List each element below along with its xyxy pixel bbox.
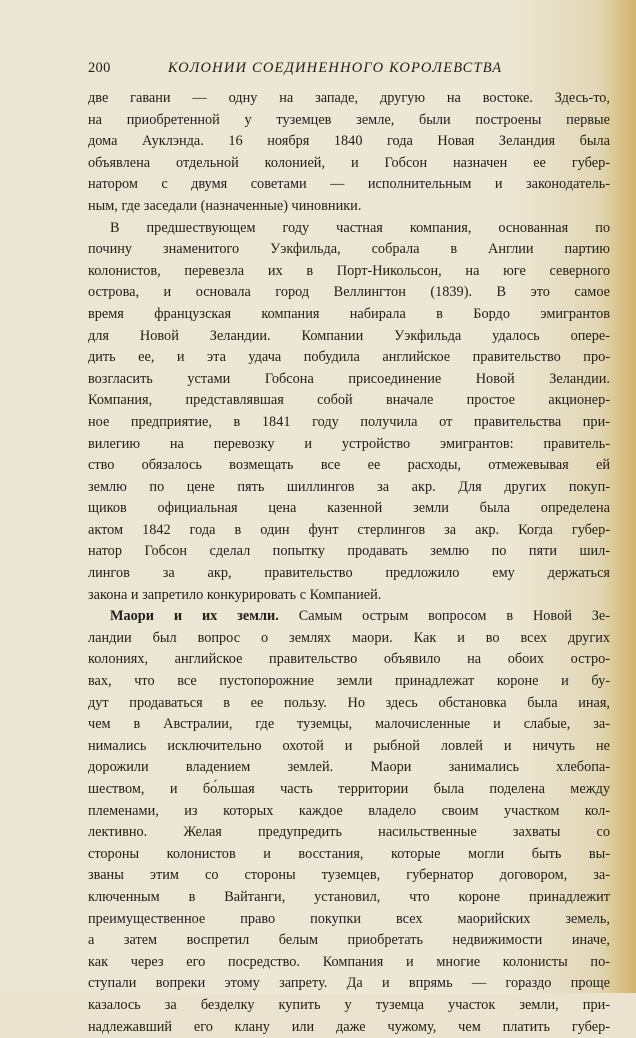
body-text xyxy=(88,88,610,1038)
text-line: нимались исключительно охотой и рыбной ловлей и ничуть не xyxy=(88,737,610,754)
text-line: дома Ауклэнда. 16 ноября 1840 года Новая Зеландия была xyxy=(88,133,610,150)
text-line: ключенным в Вайтанги, установил, что короне принадлежит xyxy=(88,888,610,905)
text-line: для Новой Зеландии. Компании Уэкфильда удалось опере- xyxy=(88,327,610,344)
text-line: дорожили владением землей. Маори занимались хлебопа- xyxy=(88,759,610,776)
text-line: вилегию на перевозку и устройство эмигрантов: правитель- xyxy=(88,435,610,452)
text-line: возгласить устами Гобсона присоединение Новой Зеландии. xyxy=(88,370,610,387)
text-line: дут продаваться в ее пользу. Но здесь обстановка была иная, xyxy=(88,694,610,711)
text-line: две гавани — одну на западе, другую на востоке. Здесь-то, xyxy=(88,90,610,106)
text-line: надлежавший его клану или даже чужому, чем платить губер- xyxy=(88,1018,610,1035)
text-line: ное предприятие, в 1841 году получила от правительства при- xyxy=(88,413,610,430)
section-heading: Маори и их земли. xyxy=(110,608,279,625)
text-line: стороны колонистов и восстания, которые могли быть вы- xyxy=(88,845,610,862)
text-line: колониях, английское правительство объявило на обоих остро- xyxy=(88,651,610,668)
text-line: ство обязалось возмещать все ее расходы, отмежевывая ей xyxy=(88,457,610,474)
text-line: Компания, представлявшая собой вначале простое акционер- xyxy=(88,392,610,409)
text-line: шеством, и бо́льшая часть территории была поделена между xyxy=(88,781,610,797)
text-line: званы этим со стороны туземцев, губернатор договором, за- xyxy=(88,867,610,884)
text-line: землю по цене пять шиллингов за акр. Для других покуп- xyxy=(88,478,610,495)
text-line: В предшествующем году частная компания, основанная по xyxy=(110,219,610,236)
paragraph xyxy=(88,218,610,607)
text-line: дить ее, и эта удача побудила английское правительство про- xyxy=(88,349,610,366)
text-line: преимущественное право покупки всех маорийских земель, xyxy=(88,910,610,927)
text-line: казалось за безделку купить у туземца участок земли, при- xyxy=(88,996,610,1013)
text-line: натором с двумя советами — исполнительным и законодатель- xyxy=(88,176,610,193)
text-line: объявлена отдельной колонией, и Гобсон назначен ее губер- xyxy=(88,154,610,171)
text-line: на приобретенной у туземцев земле, были построены первые xyxy=(88,111,610,128)
text-line: время французская компания набирала в Бордо эмигрантов xyxy=(88,305,610,322)
text-line: ступали вопреки этому запрету. Да и впрямь — гораздо проще xyxy=(88,975,610,992)
text-line: племенами, из которых каждое владело своим участком кол- xyxy=(88,802,610,819)
text-line xyxy=(88,606,610,628)
text-line: лингов за акр, правительство предложило ему держаться xyxy=(88,565,610,582)
text-line: актом 1842 года в один фунт стерлингов за акр. Когда губер- xyxy=(88,521,610,538)
text-line: лективно. Желая предупредить насильственные захваты со xyxy=(88,824,610,841)
text-line-rest: Самым острым вопросом в Новой Зе- xyxy=(278,608,610,625)
text-line: щиков официальная цена казенной земли была определена xyxy=(88,500,610,517)
text-line: закона и запретило конкурировать с Компанией. xyxy=(88,586,382,603)
text-line: чем в Австралии, где туземцы, малочисленные и слабые, за- xyxy=(88,716,610,733)
text-line: острова, и основала город Веллингтон (1839). В это самое xyxy=(88,284,610,301)
text-line: а затем воспретил белым приобретать недвижимости иначе, xyxy=(88,932,610,949)
text-line: колонистов, перевезла их в Порт-Никольсон, на юге северного xyxy=(88,262,610,279)
running-title: КОЛОНИИ СОЕДИНЕННОГО КОРОЛЕВСТВА xyxy=(168,60,503,76)
text-line: вах, что все пустопорожние земли принадлежат короне и бу- xyxy=(88,673,610,690)
paragraph xyxy=(88,88,610,218)
text-line: натор Гобсон сделал попытку продавать землю по пяти шил- xyxy=(88,543,610,560)
page-header xyxy=(88,60,548,80)
text-line: ным, где заседали (назначенные) чиновники. xyxy=(88,197,362,214)
paragraph xyxy=(88,606,610,1038)
text-line: как через его посредство. Компания и многие колонисты по- xyxy=(88,953,610,970)
text-line: ландии был вопрос о землях маори. Как и во всех других xyxy=(88,629,610,646)
text-line: почину знаменитого Уэкфильда, собрала в Англии партию xyxy=(88,241,610,258)
page-number: 200 xyxy=(88,60,111,76)
